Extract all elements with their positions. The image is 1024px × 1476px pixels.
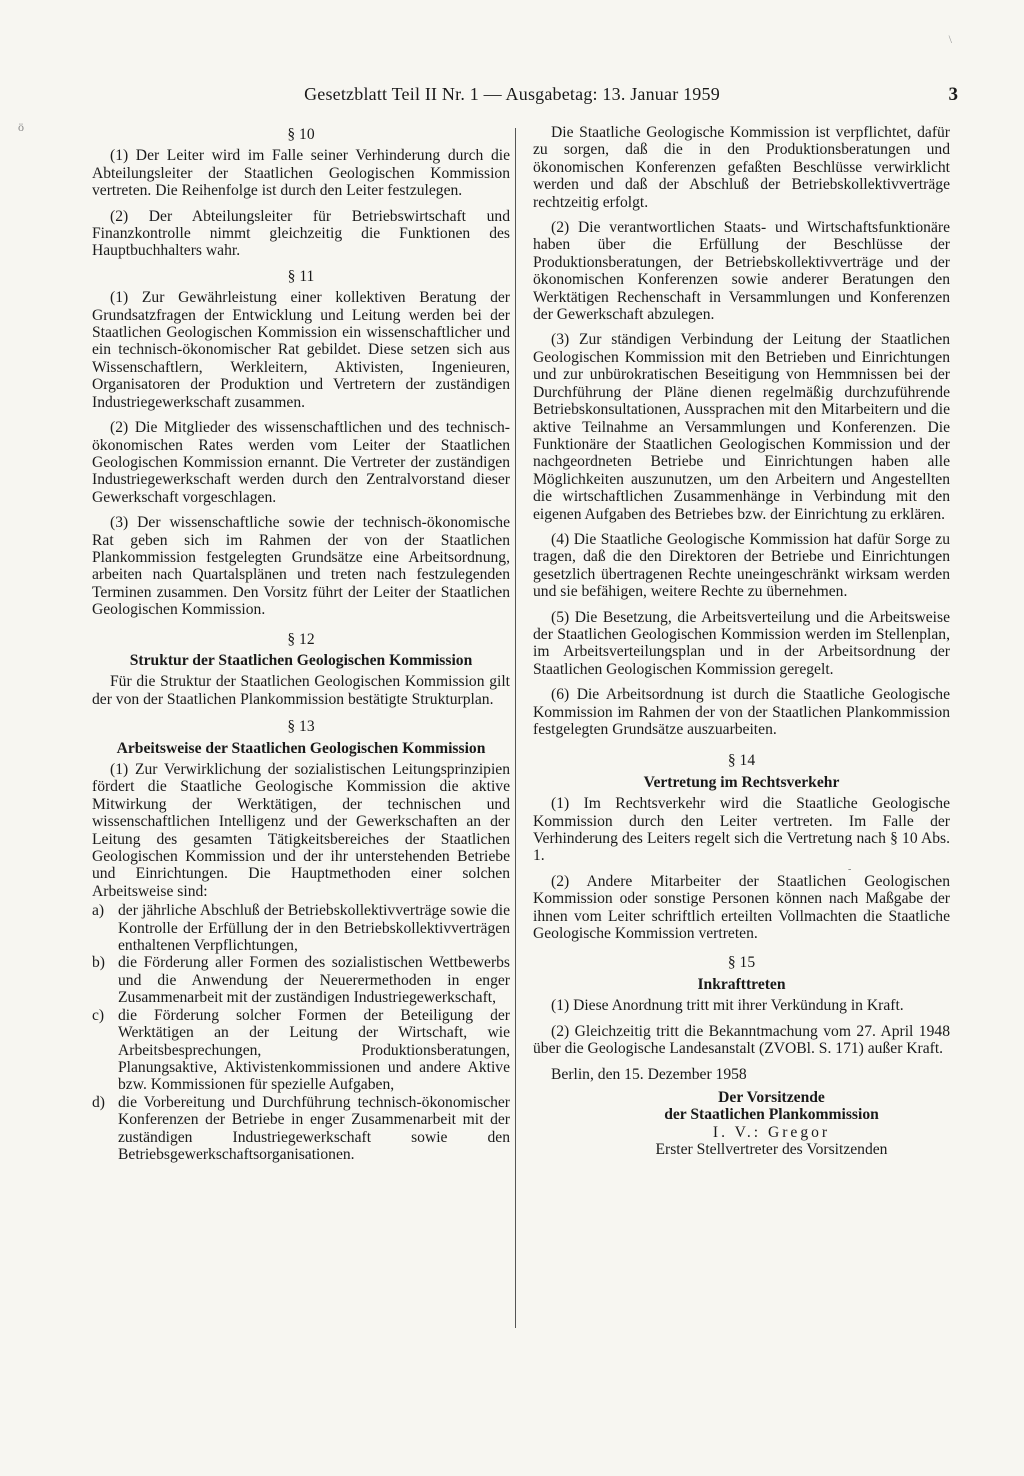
section-heading: § 15 [727,954,756,972]
section-heading: § 12 [287,630,315,648]
section-title: Vertretung im Rechtsverkehr [643,773,840,791]
list-text: die Förderung solcher Formen der Beteiligung der Werktätigen an der Leitung der Wirtschaft, wie Arbeitsbesprechungen, Produktionsberatungen, Planungsaktive, Aktivistenkommissionen und andere Aktive bzw. Kommissionen für spezielle Aufgaben, [118,1006,510,1094]
paragraph: (4) Die Staatliche Geologische Kommission hat dafür Sorge zu tragen, daß die den Direktoren der Betriebe und Einrichtungen gesetzlich übertragenen Rechte uneingeschränkt wirksam werden und sie befähigen, weitere Rechte zu übernehmen. [533,530,950,601]
section-title: Inkrafttreten [697,975,786,993]
list-marker: c) [92,1006,105,1024]
list-item [92,902,510,954]
signature-title: Der Vorsitzende [718,1088,825,1106]
list-item [92,954,510,1006]
list-item [92,1007,510,1094]
paragraph: (2) Der Abteilungsleiter für Betriebswirtschaft und Finanzkontrolle nimmt gleichzeitig die Funktionen des Hauptbuchhalters wahr. [92,207,510,260]
paragraph: (2) Andere Mitarbeiter der Staatlichen Geologischen Kommission oder sonstige Personen können nach Maßgabe der ihnen vom Leiter schriftlich erteilten Vollmachten die Staatliche Geologische Kommission vertreten. [533,872,950,943]
section-heading: § 10 [287,126,315,143]
list-item [92,1094,510,1164]
paragraph: (2) Gleichzeitig tritt die Bekanntmachung vom 27. April 1948 über die Geologische Landesanstalt (ZVOBl. S. 171) außer Kraft. [533,1022,950,1058]
paragraph: (1) Im Rechtsverkehr wird die Staatliche Geologische Kommission durch den Leiter vertreten. Im Falle der Verhinderung des Leiters regelt sich die Vertretung nach § 10 Abs. 1. [533,795,950,865]
place-date: Berlin, den 15. Dezember 1958 [551,1065,747,1083]
gazette-title: Gesetzblatt Teil II Nr. 1 — Ausgabetag: 13. Januar 1959 [304,84,720,104]
list-marker: b) [92,954,105,972]
page-number: 3 [948,84,958,105]
list-text: die Vorbereitung und Durchführung technisch-ökonomischer Konferenzen der Betriebe in enger Zusammenarbeit mit der zuständigen Industriegewerkschaft sowie den Betriebsgewerkschaftsorganisationen. [118,1093,510,1163]
section-heading: § 13 [287,718,315,736]
paragraph: (3) Zur ständigen Verbindung der Leitung der Staatlichen Geologischen Kommission mit den Betrieben und Einrichtungen und zur unbürokratischen Beseitigung von Hemmnissen bei der Durchführung der Pläne dienen regelmäßig durchzuführende Betriebskonsultationen, Aussprachen mit den Mitarbeitern und die aktive Teilnahme an Versammlungen und Konferenzen. Die Funktionäre der Staatlichen Geologischen Kommission und der nachgeordneten Betriebe und Einrichtungen haben alle Möglichkeiten auszunutzen, um den Arbeitern und Angestellten die wirtschaftlichen Zusammenhänge in Verbindung mit den eigenen Aufgaben des Betriebes bzw. der Einrichtung zu erklären. [533,331,950,523]
paragraph: (1) Diese Anordnung tritt mit ihrer Verkündung in Kraft. [551,997,904,1015]
paragraph: Für die Struktur der Staatlichen Geologischen Kommission gilt der von der Staatlichen Plankommission bestätigte Strukturplan. [92,673,510,708]
paragraph: (6) Die Arbeitsordnung ist durch die Staatliche Geologische Kommission im Rahmen der von der Staatlichen Plankommission festgelegten Grundsätze auszuarbeiten. [533,686,950,738]
stray-mark: - [848,864,852,875]
page-header [0,84,1024,114]
section-heading: § 14 [727,752,756,770]
list-marker: d) [92,1093,105,1111]
margin-mark: ö [18,120,24,134]
right-column [533,124,950,1159]
corner-mark: \ [948,32,952,46]
paragraph: (5) Die Besetzung, die Arbeitsverteilung und die Arbeitsweise der Staatlichen Geologischen Kommission werden im Stellenplan, im Arbeitsverteilungsplan und in der Arbeitsordnung der Staatlichen Geologischen Kommission geregelt. [533,608,950,678]
signatory-name: I. V.: Gregor [712,1123,831,1141]
signatory-role: Erster Stellvertreter des Vorsitzenden [655,1141,888,1159]
section-title: Arbeitsweise der Staatlichen Geologischen Kommission [116,739,486,757]
list-marker: a) [92,902,105,920]
list-text: die Förderung aller Formen des sozialistischen Wettbewerbs und die Anwendung der Neuerermethoden in enger Zusammenarbeit mit der zuständigen Industriegewerkschaft, [118,954,510,1007]
signature-title: der Staatlichen Plankommission [664,1106,879,1124]
section-heading: § 11 [287,267,315,285]
paragraph: (2) Die Mitglieder des wissenschaftlichen und des technisch-ökonomischen Rates werden vom Leiter der Staatlichen Geologischen Kommission ernannt. Die Vertreter der zuständigen Industriegewerkschaft werden durch den Zentralvorstand dieser Gewerkschaft vorgeschlagen. [92,419,510,506]
left-column [92,124,510,1171]
paragraph: Die Staatliche Geologische Kommission ist verpflichtet, dafür zu sorgen, daß die in den Produktionsberatungen und ökonomischen Konferenzen gefaßten Beschlüsse verwirklicht werden und daß der Abschluß der Betriebskollektivverträge rechtzeitig erfolgt. [533,124,950,211]
paragraph: (2) Die verantwortlichen Staats- und Wirtschaftsfunktionäre haben über die Erfüllung der Beschlüsse der Produktionsberatungen, der Betriebskollektivverträge und der ökonomischen Konferenzen sowie anderer Beratungen den Werktätigen Rechenschaft in Versammlungen und Konferenzen der Gewerkschaft abzulegen. [533,219,950,324]
method-list [92,902,510,1163]
column-divider [515,128,516,1328]
paragraph: (3) Der wissenschaftliche sowie der technisch-ökonomische Rat geben sich im Rahmen der von der Staatlichen Plankommission festgelegten Grundsätze eine Arbeitsordnung, arbeiten nach Quartalsplänen und treten nach festzulegenden Terminen zusammen. Den Vorsitz führt der Leiter der Staatlichen Geologischen Kommission. [92,514,510,619]
paragraph: (1) Der Leiter wird im Falle seiner Verhinderung durch die Abteilungsleiter der Staatlichen Geologischen Kommission vertreten. Die Reihenfolge ist durch den Leiter festzulegen. [92,147,510,200]
paragraph: (1) Zur Verwirklichung der sozialistischen Leitungsprinzipien fördert die Staatliche Geologische Kommission die aktive Mitwirkung der Werktätigen, der technischen und wissenschaftlichen Intelligenz und der Gewerkschaften an der Leitung des gesamten Tätigkeitsbereiches der Staatlichen Geologischen Kommission und der ihr unterstehenden Betriebe und Einrichtungen. Die Hauptmethoden einer solchen Arbeitsweise sind: [92,761,510,900]
section-title: Struktur der Staatlichen Geologischen Kommission [129,651,473,669]
list-text: der jährliche Abschluß der Betriebskollektivverträge sowie die Kontrolle der Erfüllung der in den Betriebskollektivverträgen enthaltenen Verpflichtungen, [118,902,510,955]
paragraph: (1) Zur Gewährleistung einer kollektiven Beratung der Grundsatzfragen der Entwicklung und Leitung werden bei der Staatlichen Geologischen Kommission ein wissenschaftlicher und ein technisch-ökonomischer Rat gebildet. Diese setzen sich aus Wissenschaftlern, Werkleitern, Aktivisten, Ingenieuren, Organisatoren der Produktion und Vertretern der zuständigen Industriegewerkschaft zusammen. [92,289,510,411]
